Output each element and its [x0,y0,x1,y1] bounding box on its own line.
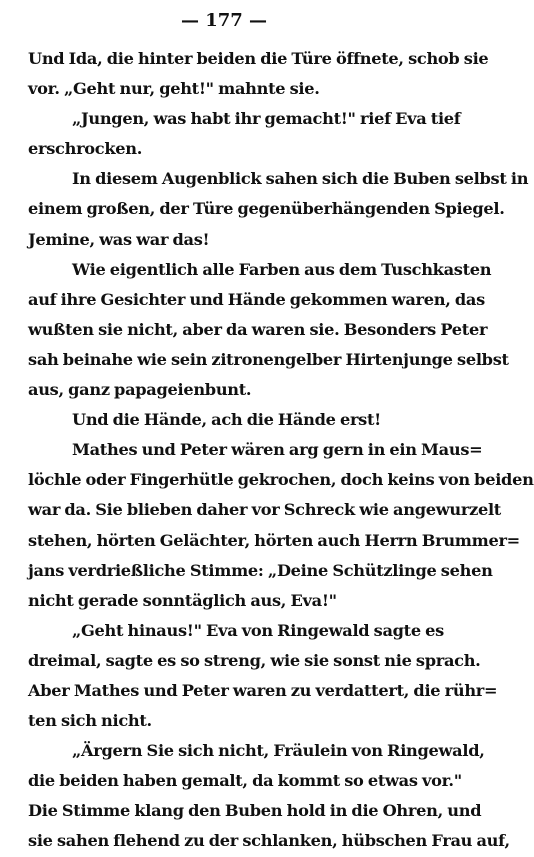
text-line: einem großen, der Türe gegenüberhängenden Spiegel. [28,199,505,219]
text-line: jans verdrießliche Stimme: „Deine Schützlinge sehen [28,560,493,580]
text-line: war da. Sie blieben daher vor Schreck wie angewurzelt [28,500,501,520]
text-line: „Ärgern Sie sich nicht, Fräulein von Ringewald, [72,741,485,761]
text-line: Aber Mathes und Peter waren zu verdattert, die rühr= [28,680,498,700]
text-line: Und die Hände, ach die Hände erst! [72,410,381,430]
body-text [28,44,534,857]
text-line: auf ihre Gesichter und Hände gekommen waren, das [28,289,485,309]
text-line: löchle oder Fingerhütle gekrochen, doch keins von beiden [28,470,534,490]
text-line: die beiden haben gemalt, da kommt so etwas vor." [28,771,462,791]
text-line: dreimal, sagte es so streng, wie sie sonst nie sprach. [28,650,481,670]
text-line: stehen, hörten Gelächter, hörten auch Herrn Brummer= [28,530,520,550]
text-line: wußten sie nicht, aber da waren sie. Besonders Peter [28,319,488,339]
text-line: erschrocken. [28,139,143,159]
page-number: — 177 — [180,10,268,31]
text-line: „Geht hinaus!" Eva von Ringewald sagte es [72,620,444,640]
text-line: In diesem Augenblick sahen sich die Buben selbst in [72,169,529,189]
text-line: Die Stimme klang den Buben hold in die Ohren, und [28,801,482,821]
text-line: ten sich nicht. [28,711,152,731]
text-line: „Jungen, was habt ihr gemacht!" rief Eva tief [72,109,461,129]
text-line: Jemine, was war das! [28,229,210,249]
text-line: sie sahen flehend zu der schlanken, hübschen Frau auf, [28,831,510,851]
text-line: sah beinahe wie sein zitronengelber Hirtenjunge selbst [28,349,509,369]
text-line: Mathes und Peter wären arg gern in ein Maus= [72,440,483,460]
text-line: aus, ganz papageienbunt. [28,380,252,400]
text-line: Wie eigentlich alle Farben aus dem Tuschkasten [72,259,492,279]
text-line: Und Ida, die hinter beiden die Türe öffnete, schob sie [28,49,489,68]
text-line: nicht gerade sonntäglich aus, Eva!" [28,590,337,610]
text-line: vor. „Geht nur, geht!" mahnte sie. [28,79,320,99]
